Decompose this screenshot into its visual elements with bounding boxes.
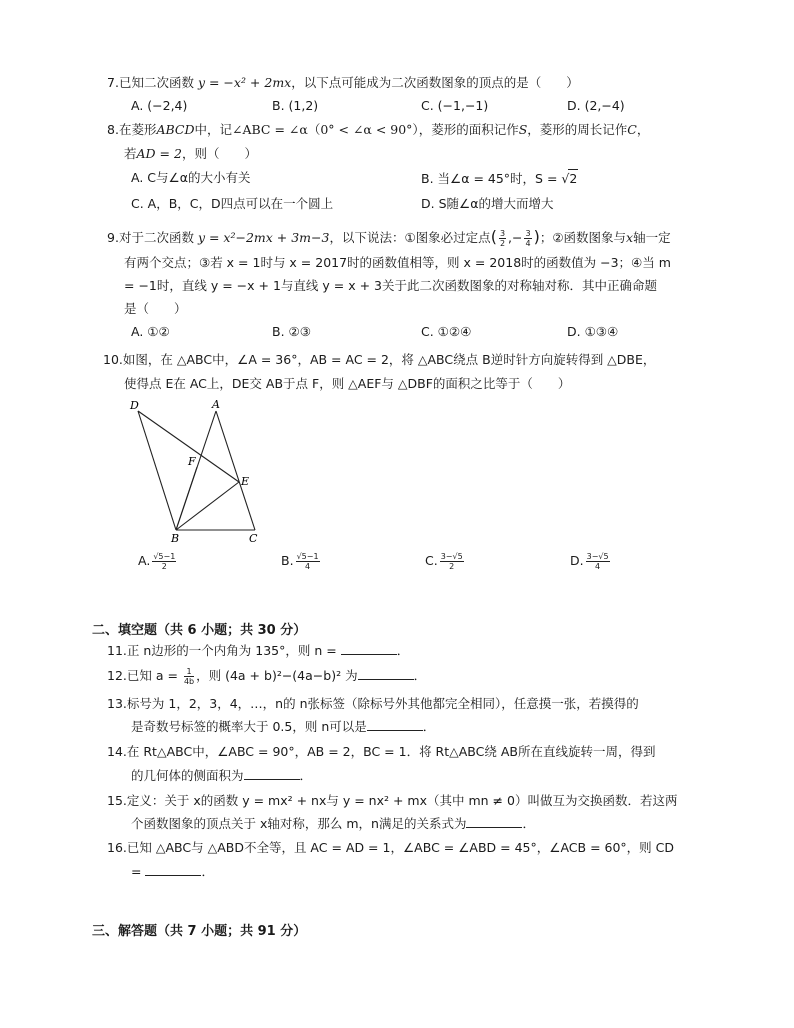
q8-option-d[interactable]: D. S随∠α的增大而增大	[421, 196, 554, 211]
q16-line2	[131, 863, 214, 881]
q8-text: 在菱形	[118, 122, 157, 137]
edge-db	[138, 411, 176, 530]
q8-angle: ∠ABC = ∠α（0° < ∠α < 90°）	[232, 122, 419, 137]
q14-number: 14.	[107, 744, 127, 759]
q11	[107, 642, 409, 660]
q16-answer-blank[interactable]	[145, 863, 201, 876]
q11-number: 11.	[107, 643, 127, 658]
q8-text: 中，记	[194, 122, 232, 137]
section2-title: 二、填空题（共 6 小题；共 30 分）	[92, 623, 307, 638]
q14-line1	[107, 743, 655, 761]
q13-answer-blank[interactable]	[367, 718, 423, 731]
q9-formula: y = x²−2mx + 3m−3	[197, 230, 330, 245]
q10-option-a-frac: $\frac{√5-1}{2}$	[153, 552, 176, 571]
q15-text-b: 个函数图象的顶点关于 x轴对称，那么 m，n满足的关系式为	[131, 816, 467, 831]
q9-stem-line4: 是（ ）	[124, 301, 187, 316]
q7-option-d[interactable]: D. (2,−4)	[567, 98, 625, 113]
q10-option-b[interactable]	[281, 552, 322, 571]
q11-text-end: ．	[396, 643, 410, 658]
q10-option-c[interactable]	[425, 552, 466, 571]
q12-text: 已知 a =	[126, 668, 182, 683]
q9-frac-1: $\frac{3}{2}$	[499, 229, 506, 248]
q14-text-end: ．	[299, 768, 313, 783]
label-f: F	[188, 455, 196, 468]
q12	[107, 667, 426, 686]
q15-number: 15.	[107, 793, 127, 808]
q8-option-b[interactable]: B. 当∠α = 45°时，S = √2	[421, 171, 578, 186]
q8-option-b-root: 2	[569, 171, 578, 186]
label-a: A	[212, 398, 220, 411]
q10-option-d[interactable]	[570, 552, 612, 571]
q8-text: ，	[636, 122, 650, 137]
q10-figure	[125, 395, 270, 545]
q7-number: 7.	[107, 75, 119, 90]
q7-text-b: ，以下点可能成为二次函数图象的顶点的是（ ）	[291, 75, 579, 90]
q8-abcd: ABCD	[156, 122, 195, 137]
q12-answer-blank[interactable]	[358, 667, 414, 680]
q9-option-c[interactable]: C. ①②④	[421, 324, 472, 339]
q10-option-d-frac: $\frac{3-√5}{4}$	[586, 552, 609, 571]
q8-text: ，菱形的周长记作	[527, 122, 628, 137]
q9-text: 轴一定	[633, 230, 671, 245]
q9-frac-2: $\frac{3}{4}$	[525, 229, 531, 248]
q7-option-b[interactable]: B. (1,2)	[272, 98, 319, 113]
q9-option-a[interactable]: A. ①②	[131, 324, 170, 339]
q15-answer-blank[interactable]	[466, 815, 522, 828]
q7-stem	[107, 74, 579, 92]
q9-stem-line2: 有两个交点；③若 x = 1时与 x = 2017时的函数值相等，则 x = 2018时的函数值为 −3；④当 m	[124, 255, 671, 270]
q10-option-b-frac: $\frac{√5-1}{4}$	[296, 552, 319, 571]
q13-number: 13.	[107, 696, 127, 711]
q9-text: 对于二次函数	[118, 230, 194, 245]
q14-text: 在 Rt△ABC中，∠ABC = 90°，AB = 2，BC = 1．将 Rt△ABC绕 AB所在直线旋转一周，得到	[126, 744, 656, 759]
q12-text-b: ，则 (4a + b)²−(4a−b)² 为	[196, 668, 358, 683]
q14-line2	[131, 767, 312, 785]
q8-ad: AD = 2	[136, 146, 182, 161]
q10-text: 如图，在 △ABC中，∠A = 36°，AB = AC = 2，将 △ABC绕点 B逆时针方向旋转得到 △DBE，	[122, 352, 656, 367]
label-e: E	[241, 475, 250, 488]
q8-text: ，菱形的面积记作	[418, 122, 519, 137]
q15-text-end: ．	[522, 816, 535, 831]
q9-text: ；②函数图象与	[539, 230, 627, 245]
q9-stem-line1: 9.对于二次函数 y = x²−2mx + 3m−3，以下说法：①图象必过定点( $\frac{3}{2}$ ,− $\frac{3}{4}$ )；②函数图象与x轴一定	[107, 227, 671, 248]
q10-option-a-letter: A.	[138, 553, 151, 568]
q16-number: 16.	[107, 840, 127, 855]
q7-option-a[interactable]: A. (−2,4)	[131, 98, 188, 113]
q11-answer-blank[interactable]	[341, 642, 397, 655]
q8-option-c[interactable]: C. A，B，C，D四点可以在一个圆上	[131, 196, 334, 211]
q8-s: S	[518, 122, 528, 137]
q13-line1	[107, 695, 639, 713]
q15-text: 定义：关于 x的函数 y = mx² + nx与 y = nx² + mx（其中 mn ≠ 0）叫做互为交换函数．若这两	[126, 793, 678, 808]
edge-bf-ext	[176, 467, 197, 530]
q13-text-b: 是奇数号标签的概率大于 0.5，则 n可以是	[131, 719, 367, 734]
q7-text: 已知二次函数	[118, 75, 194, 90]
q13-line2	[131, 718, 435, 736]
q10-option-b-letter: B.	[281, 553, 294, 568]
q9-option-d[interactable]: D. ①③④	[567, 324, 619, 339]
q16-line1	[107, 839, 674, 857]
edge-be	[176, 482, 239, 530]
q16-text: 已知 △ABC与 △ABD不全等，且 AC = AD = 1，∠ABC = ∠ABD = 45°，∠ACB = 60°，则 CD	[126, 840, 674, 855]
q16-text-end: ．	[201, 864, 214, 879]
q15-line2	[131, 815, 535, 833]
q15-line1	[107, 792, 677, 810]
label-d: D	[130, 399, 139, 412]
q13-text-end: ．	[422, 719, 436, 734]
q8-text: 若	[124, 146, 137, 161]
label-c: C	[249, 532, 258, 545]
q10-stem-line2: 使得点 E在 AC上，DE交 AB于点 F，则 △AEF与 △DBF的面积之比等于（ ）	[124, 376, 571, 391]
q8-option-a[interactable]: A. C与∠α的大小有关	[131, 170, 251, 185]
q8-number: 8.	[107, 122, 119, 137]
q8-option-b-text: B. 当∠α = 45°时，S =	[421, 171, 562, 186]
q12-number: 12.	[107, 668, 127, 683]
q13-text: 标号为 1，2，3，4，…，n的 n张标签（除标号外其他都完全相同），任意摸一张，若摸得的	[126, 696, 639, 711]
q11-text: 正 n边形的一个内角为 135°，则 n =	[126, 643, 341, 658]
q16-text-b: =	[131, 864, 146, 879]
q9-x: x	[626, 230, 634, 245]
q9-option-b[interactable]: B. ②③	[272, 324, 311, 339]
q14-text-b: 的几何体的侧面积为	[131, 768, 244, 783]
q9-number: 9.	[107, 230, 119, 245]
q10-option-d-letter: D.	[570, 553, 584, 568]
q14-answer-blank[interactable]	[244, 767, 300, 780]
q10-stem-line1	[103, 351, 655, 369]
edge-de	[138, 411, 239, 482]
q10-option-c-letter: C.	[425, 553, 438, 568]
q9-stem-line3: = −1时，直线 y = −x + 1与直线 y = x + 3关于此二次函数图象的对称轴对称．其中正确命题	[124, 278, 657, 293]
q7-formula: y = −x² + 2mx	[197, 75, 292, 90]
label-b: B	[171, 532, 180, 545]
q9-text: ，以下说法：①图象必过定点	[329, 230, 491, 245]
q10-option-a[interactable]	[138, 552, 178, 571]
q12-text-end: ．	[413, 668, 427, 683]
q8-c: C	[627, 122, 637, 137]
q10-option-c-frac: $\frac{3-√5}{2}$	[440, 552, 463, 571]
q10-number: 10.	[103, 352, 123, 367]
q8-text: ，则（ ）	[181, 146, 257, 161]
section3-title: 三、解答题（共 7 小题；共 91 分）	[92, 924, 307, 939]
q8-stem-line2	[124, 145, 257, 163]
q8-stem-line1	[107, 121, 649, 139]
q7-option-c[interactable]: C. (−1,−1)	[421, 98, 489, 113]
q12-frac: $\frac{1}{4b}$	[183, 667, 195, 686]
